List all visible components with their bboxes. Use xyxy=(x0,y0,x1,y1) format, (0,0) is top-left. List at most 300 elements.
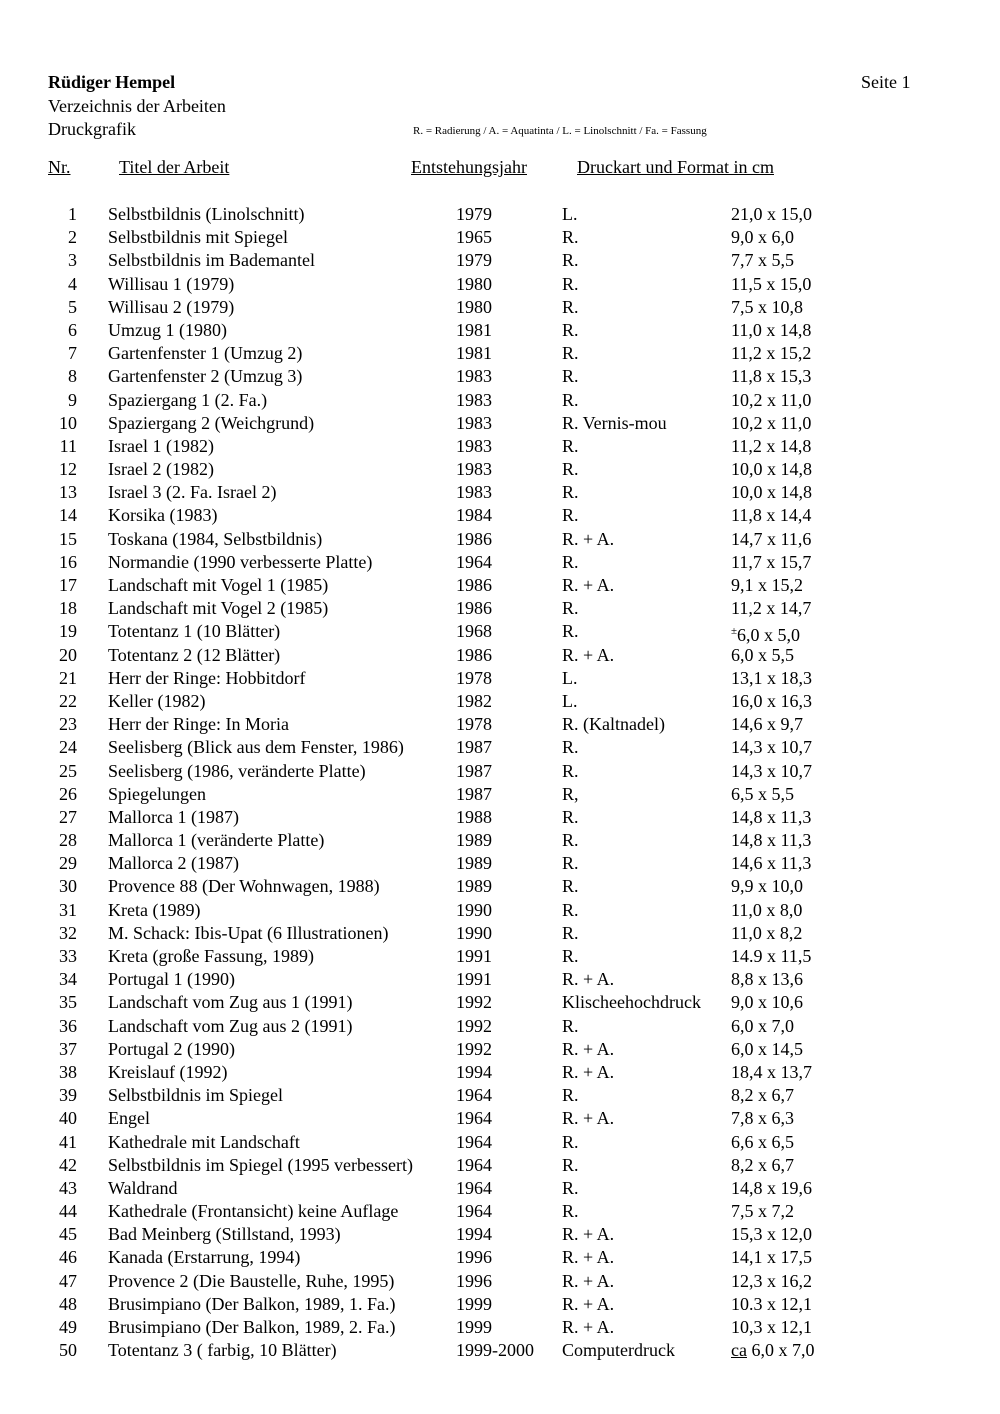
cell-format: 14,3 x 10,7 xyxy=(731,737,812,758)
cell-format: 11,8 x 15,3 xyxy=(731,366,812,387)
cell-print-type: R. + A. xyxy=(562,1317,615,1337)
table-row xyxy=(0,1246,1000,1269)
cell-nr: 6 xyxy=(68,319,77,340)
cell-year: 1964 xyxy=(456,1154,492,1175)
cell-title: Landschaft vom Zug aus 1 (1991) xyxy=(108,992,353,1013)
cell-format: 10,3 x 12,1 xyxy=(731,1317,812,1337)
cell-format: 6,0 x 7,0 xyxy=(731,1015,794,1036)
cell-year: 1964 xyxy=(456,551,492,572)
cell-format: 8,2 x 6,7 xyxy=(731,1154,794,1175)
cell-print-type: R. xyxy=(562,459,579,480)
cell-title: Bad Meinberg (Stillstand, 1993) xyxy=(108,1224,341,1245)
cell-format: 6,6 x 6,5 xyxy=(731,1131,794,1152)
cell-print-type: Klischeehochdruck xyxy=(562,992,701,1013)
cell-year: 1999 xyxy=(456,1293,492,1314)
cell-nr: 12 xyxy=(59,459,77,480)
cell-print-type: R. + A. xyxy=(562,969,615,990)
table-row xyxy=(0,1316,1000,1339)
cell-nr: 24 xyxy=(59,737,77,758)
cell-format: ±6,0 x 5,0 xyxy=(731,625,801,646)
cell-title: Landschaft vom Zug aus 2 (1991) xyxy=(108,1015,353,1036)
cell-format: ca 6,0 x 7,0 xyxy=(731,1340,815,1361)
table-row xyxy=(0,574,1000,597)
cell-title: Waldrand xyxy=(108,1177,178,1198)
cell-nr: 25 xyxy=(59,760,77,781)
cell-nr: 19 xyxy=(59,621,77,642)
cell-nr: 40 xyxy=(59,1108,77,1129)
cell-title: Kreislauf (1992) xyxy=(108,1061,228,1082)
cell-nr: 3 xyxy=(68,250,77,271)
cell-nr: 16 xyxy=(59,551,77,572)
cell-title: Kreta (große Fassung, 1989) xyxy=(108,946,314,966)
works-table xyxy=(0,203,1000,1362)
cell-print-type: R. xyxy=(562,946,579,966)
table-row xyxy=(0,667,1000,690)
table-row xyxy=(0,435,1000,458)
cell-print-type: R. + A. xyxy=(562,528,615,549)
cell-nr: 18 xyxy=(59,598,77,619)
table-row xyxy=(0,481,1000,504)
column-header-title: Titel der Arbeit xyxy=(119,157,230,177)
cell-year: 1987 xyxy=(456,737,492,758)
cell-title: Spaziergang 1 (2. Fa.) xyxy=(108,389,268,410)
table-row xyxy=(0,806,1000,829)
cell-title: Selbstbildnis (Linolschnitt) xyxy=(108,204,305,224)
table-row xyxy=(0,1015,1000,1038)
cell-print-type: R. xyxy=(562,806,579,827)
cell-year: 1983 xyxy=(456,482,492,503)
cell-format: 7,5 x 10,8 xyxy=(731,296,803,317)
cell-print-type: R. + A. xyxy=(562,575,615,595)
cell-nr: 31 xyxy=(59,899,77,920)
cell-format: 7,7 x 5,5 xyxy=(731,250,794,271)
cell-year: 1999 xyxy=(456,1317,492,1337)
cell-print-type: R. xyxy=(562,737,579,758)
cell-nr: 14 xyxy=(59,505,77,526)
cell-print-type: R. + A. xyxy=(562,644,615,665)
table-row xyxy=(0,829,1000,852)
cell-format: 11,2 x 15,2 xyxy=(731,343,812,364)
table-row xyxy=(0,852,1000,875)
cell-format: 11,8 x 14,4 xyxy=(731,505,812,526)
cell-format: 9,0 x 10,6 xyxy=(731,992,803,1013)
cell-year: 1990 xyxy=(456,899,492,920)
cell-nr: 42 xyxy=(59,1154,77,1175)
cell-print-type: R. xyxy=(562,296,579,317)
cell-year: 1986 xyxy=(456,575,492,595)
table-row xyxy=(0,899,1000,922)
cell-print-type: R. + A. xyxy=(562,1247,615,1268)
cell-nr: 4 xyxy=(68,273,77,294)
cell-print-type: L. xyxy=(562,667,578,688)
cell-nr: 43 xyxy=(59,1177,77,1198)
cell-format: 14,3 x 10,7 xyxy=(731,760,812,781)
cell-title: Selbstbildnis im Spiegel (1995 verbessert) xyxy=(108,1154,413,1175)
cell-year: 1992 xyxy=(456,992,492,1013)
cell-print-type: R. xyxy=(562,551,579,572)
cell-year: 1981 xyxy=(456,343,492,364)
cell-title: Landschaft mit Vogel 1 (1985) xyxy=(108,575,329,595)
cell-format: 9,0 x 6,0 xyxy=(731,227,794,248)
cell-title: Keller (1982) xyxy=(108,690,206,711)
cell-year: 1994 xyxy=(456,1061,492,1082)
cell-title: M. Schack: Ibis-Upat (6 Illustrationen) xyxy=(108,922,389,943)
cell-year: 1991 xyxy=(456,969,492,990)
table-row xyxy=(0,922,1000,945)
cell-format: 16,0 x 16,3 xyxy=(731,690,812,711)
cell-title: Mallorca 1 (1987) xyxy=(108,806,239,827)
cell-title: Toskana (1984, Selbstbildnis) xyxy=(108,528,323,549)
abbreviation-legend: R. = Radierung / A. = Aquatinta / L. = Linolschnitt / Fa. = Fassung xyxy=(413,125,707,137)
cell-format: 14,6 x 11,3 xyxy=(731,853,812,874)
cell-title: Selbstbildnis im Spiegel xyxy=(108,1085,284,1106)
cell-nr: 21 xyxy=(59,667,77,688)
cell-title: Gartenfenster 2 (Umzug 3) xyxy=(108,366,303,387)
cell-nr: 2 xyxy=(68,227,77,248)
cell-nr: 30 xyxy=(59,876,77,897)
cell-print-type: L. xyxy=(562,690,578,711)
cell-print-type: R. xyxy=(562,389,579,410)
cell-year: 1984 xyxy=(456,505,492,526)
cell-nr: 13 xyxy=(59,482,77,503)
table-row xyxy=(0,296,1000,319)
table-row xyxy=(0,528,1000,551)
table-row xyxy=(0,968,1000,991)
cell-year: 1996 xyxy=(456,1270,492,1291)
cell-title: Herr der Ringe: In Moria xyxy=(108,714,289,735)
cell-year: 1990 xyxy=(456,922,492,943)
cell-title: Brusimpiano (Der Balkon, 1989, 1. Fa.) xyxy=(108,1293,396,1314)
cell-nr: 47 xyxy=(59,1270,77,1291)
column-header-year: Entstehungsjahr xyxy=(411,157,527,177)
cell-format: 14,8 x 19,6 xyxy=(731,1177,812,1198)
table-row xyxy=(0,1061,1000,1084)
cell-print-type: R. xyxy=(562,1131,579,1152)
cell-title: Willisau 1 (1979) xyxy=(108,273,235,294)
cell-nr: 29 xyxy=(59,853,77,874)
cell-format: 10.3 x 12,1 xyxy=(731,1293,812,1314)
table-row xyxy=(0,226,1000,249)
cell-format: 6,0 x 14,5 xyxy=(731,1038,803,1059)
cell-nr: 28 xyxy=(59,830,77,851)
cell-year: 1989 xyxy=(456,876,492,897)
cell-format: 14,8 x 11,3 xyxy=(731,806,812,827)
cell-print-type: R. xyxy=(562,250,579,271)
cell-print-type: R. + A. xyxy=(562,1061,615,1082)
cell-title: Umzug 1 (1980) xyxy=(108,319,227,340)
cell-nr: 48 xyxy=(59,1293,77,1314)
table-row xyxy=(0,365,1000,388)
cell-year: 1983 xyxy=(456,435,492,456)
table-row xyxy=(0,690,1000,713)
cell-format: 14.9 x 11,5 xyxy=(731,946,812,966)
cell-nr: 20 xyxy=(59,644,77,665)
cell-nr: 39 xyxy=(59,1085,77,1106)
cell-title: Mallorca 1 (veränderte Platte) xyxy=(108,830,325,851)
cell-print-type: R. xyxy=(562,366,579,387)
cell-format: 11,2 x 14,7 xyxy=(731,598,812,619)
cell-year: 1991 xyxy=(456,946,492,966)
cell-print-type: R. xyxy=(562,899,579,920)
cell-title: Provence 2 (Die Baustelle, Ruhe, 1995) xyxy=(108,1270,395,1291)
cell-year: 1964 xyxy=(456,1201,492,1222)
cell-title: Portugal 2 (1990) xyxy=(108,1038,235,1059)
cell-format: 15,3 x 12,0 xyxy=(731,1224,812,1245)
cell-format: 11,0 x 14,8 xyxy=(731,319,812,340)
cell-year: 1989 xyxy=(456,853,492,874)
cell-title: Landschaft mit Vogel 2 (1985) xyxy=(108,598,329,619)
table-row xyxy=(0,1131,1000,1154)
cell-title: Normandie (1990 verbesserte Platte) xyxy=(108,551,373,572)
cell-format: 14,6 x 9,7 xyxy=(731,714,803,735)
cell-print-type: R. xyxy=(562,505,579,526)
cell-format: 11,0 x 8,2 xyxy=(731,922,803,943)
cell-title: Gartenfenster 1 (Umzug 2) xyxy=(108,343,303,364)
cell-format: 11,5 x 15,0 xyxy=(731,273,812,294)
cell-title: Seelisberg (Blick aus dem Fenster, 1986) xyxy=(108,737,404,758)
cell-title: Israel 3 (2. Fa. Israel 2) xyxy=(108,482,277,503)
cell-print-type: R, xyxy=(562,783,579,804)
table-row xyxy=(0,1177,1000,1200)
cell-format: 14,1 x 17,5 xyxy=(731,1247,812,1268)
cell-format: 10,2 x 11,0 xyxy=(731,389,812,410)
table-row xyxy=(0,249,1000,272)
cell-year: 1983 xyxy=(456,412,492,433)
cell-title: Spiegelungen xyxy=(108,783,206,804)
cell-title: Totentanz 2 (12 Blätter) xyxy=(108,644,281,665)
cell-nr: 5 xyxy=(68,296,77,317)
table-row xyxy=(0,1339,1000,1362)
cell-title: Willisau 2 (1979) xyxy=(108,296,235,317)
cell-year: 1980 xyxy=(456,273,492,294)
cell-year: 1986 xyxy=(456,598,492,619)
table-row xyxy=(0,504,1000,527)
cell-nr: 38 xyxy=(59,1061,77,1082)
cell-title: Totentanz 3 ( farbig, 10 Blätter) xyxy=(108,1340,337,1361)
cell-print-type: R. + A. xyxy=(562,1270,615,1291)
cell-print-type: R. xyxy=(562,1154,579,1175)
cell-title: Korsika (1983) xyxy=(108,505,218,526)
cell-print-type: R. Vernis-mou xyxy=(562,412,667,433)
section-title: Druckgrafik xyxy=(48,119,136,139)
cell-format: 18,4 x 13,7 xyxy=(731,1061,812,1082)
table-row xyxy=(0,991,1000,1014)
cell-year: 1989 xyxy=(456,830,492,851)
cell-nr: 49 xyxy=(59,1317,77,1337)
cell-title: Totentanz 1 (10 Blätter) xyxy=(108,621,281,642)
cell-title: Kreta (1989) xyxy=(108,899,201,920)
table-row xyxy=(0,319,1000,342)
table-row xyxy=(0,760,1000,783)
cell-format: 6,5 x 5,5 xyxy=(731,783,794,804)
table-row xyxy=(0,1084,1000,1107)
cell-nr: 33 xyxy=(59,946,77,966)
cell-format: 13,1 x 18,3 xyxy=(731,667,812,688)
cell-title: Brusimpiano (Der Balkon, 1989, 2. Fa.) xyxy=(108,1317,396,1337)
cell-format: 7,8 x 6,3 xyxy=(731,1108,794,1129)
cell-format: 11,0 x 8,0 xyxy=(731,899,803,920)
cell-nr: 9 xyxy=(68,389,77,410)
cell-title: Spaziergang 2 (Weichgrund) xyxy=(108,412,315,433)
cell-print-type: L. xyxy=(562,204,578,224)
table-row xyxy=(0,389,1000,412)
cell-print-type: R. xyxy=(562,435,579,456)
cell-format: 14,7 x 11,6 xyxy=(731,528,812,549)
cell-title: Portugal 1 (1990) xyxy=(108,969,235,990)
cell-print-type: R. xyxy=(562,853,579,874)
cell-year: 1983 xyxy=(456,366,492,387)
cell-print-type: R. xyxy=(562,876,579,897)
cell-nr: 11 xyxy=(59,435,77,456)
cell-year: 1986 xyxy=(456,528,492,549)
cell-year: 1965 xyxy=(456,227,492,248)
table-row xyxy=(0,597,1000,620)
cell-year: 1986 xyxy=(456,644,492,665)
cell-nr: 26 xyxy=(59,783,77,804)
cell-print-type: R. xyxy=(562,1015,579,1036)
table-row xyxy=(0,551,1000,574)
cell-print-type: R. xyxy=(562,273,579,294)
table-row xyxy=(0,945,1000,968)
cell-format: 10,0 x 14,8 xyxy=(731,482,812,503)
cell-nr: 22 xyxy=(59,690,77,711)
cell-print-type: R. xyxy=(562,227,579,248)
cell-format: 11,7 x 15,7 xyxy=(731,551,812,572)
cell-print-type: R. + A. xyxy=(562,1293,615,1314)
cell-format: 14,8 x 11,3 xyxy=(731,830,812,851)
cell-nr: 32 xyxy=(59,922,77,943)
cell-title: Kathedrale (Frontansicht) keine Auflage xyxy=(108,1201,399,1222)
table-row xyxy=(0,1270,1000,1293)
table-row xyxy=(0,644,1000,667)
cell-nr: 45 xyxy=(59,1224,77,1245)
table-row xyxy=(0,1223,1000,1246)
column-header-print-type-format: Druckart und Format in cm xyxy=(577,157,774,177)
cell-title: Selbstbildnis mit Spiegel xyxy=(108,227,289,248)
cell-year: 1992 xyxy=(456,1038,492,1059)
table-row xyxy=(0,1154,1000,1177)
cell-nr: 44 xyxy=(59,1201,77,1222)
cell-year: 1983 xyxy=(456,459,492,480)
cell-year: 1978 xyxy=(456,714,492,735)
table-row xyxy=(0,783,1000,806)
cell-title: Selbstbildnis im Bademantel xyxy=(108,250,315,271)
cell-format: 10,2 x 11,0 xyxy=(731,412,812,433)
cell-nr: 41 xyxy=(59,1131,77,1152)
cell-print-type: R. xyxy=(562,1085,579,1106)
cell-year: 1994 xyxy=(456,1224,492,1245)
cell-print-type: R. xyxy=(562,1177,579,1198)
table-row xyxy=(0,1200,1000,1223)
cell-nr: 27 xyxy=(59,806,77,827)
cell-year: 1968 xyxy=(456,621,492,642)
cell-format: 11,2 x 14,8 xyxy=(731,435,812,456)
cell-nr: 15 xyxy=(59,528,77,549)
table-row xyxy=(0,713,1000,736)
cell-nr: 37 xyxy=(59,1038,77,1059)
table-row xyxy=(0,203,1000,226)
cell-print-type: R. xyxy=(562,319,579,340)
table-row xyxy=(0,1293,1000,1316)
cell-title: Mallorca 2 (1987) xyxy=(108,853,239,874)
cell-print-type: R. xyxy=(562,830,579,851)
cell-year: 1996 xyxy=(456,1247,492,1268)
cell-nr: 46 xyxy=(59,1247,77,1268)
table-row xyxy=(0,736,1000,759)
cell-print-type: R. + A. xyxy=(562,1038,615,1059)
cell-year: 1987 xyxy=(456,760,492,781)
cell-nr: 8 xyxy=(68,366,77,387)
cell-title: Provence 88 (Der Wohnwagen, 1988) xyxy=(108,876,380,897)
table-row xyxy=(0,273,1000,296)
cell-print-type: R. xyxy=(562,343,579,364)
cell-year: 1964 xyxy=(456,1177,492,1198)
cell-format: 6,0 x 5,5 xyxy=(731,644,794,665)
table-row xyxy=(0,342,1000,365)
author-name: Rüdiger Hempel xyxy=(48,72,176,92)
cell-year: 1978 xyxy=(456,667,492,688)
cell-print-type: Computerdruck xyxy=(562,1340,675,1361)
cell-nr: 34 xyxy=(59,969,77,990)
cell-format: 8,2 x 6,7 xyxy=(731,1085,794,1106)
cell-nr: 7 xyxy=(68,343,77,364)
cell-year: 1979 xyxy=(456,250,492,271)
cell-nr: 50 xyxy=(59,1340,77,1361)
page-number: Seite 1 xyxy=(861,72,911,92)
cell-print-type: R. + A. xyxy=(562,1108,615,1129)
cell-print-type: R. (Kaltnadel) xyxy=(562,714,665,735)
cell-format: 10,0 x 14,8 xyxy=(731,459,812,480)
table-row xyxy=(0,458,1000,481)
cell-print-type: R. xyxy=(562,621,579,642)
document-subtitle: Verzeichnis der Arbeiten xyxy=(48,96,226,116)
cell-title: Israel 2 (1982) xyxy=(108,459,214,480)
cell-print-type: R. xyxy=(562,922,579,943)
table-row xyxy=(0,412,1000,435)
cell-format: 21,0 x 15,0 xyxy=(731,204,812,224)
cell-title: Kathedrale mit Landschaft xyxy=(108,1131,300,1152)
cell-nr: 23 xyxy=(59,714,77,735)
cell-print-type: R. xyxy=(562,1201,579,1222)
cell-nr: 17 xyxy=(59,575,77,595)
cell-year: 1982 xyxy=(456,690,492,711)
cell-title: Seelisberg (1986, veränderte Platte) xyxy=(108,760,366,781)
cell-year: 1964 xyxy=(456,1108,492,1129)
cell-nr: 35 xyxy=(59,992,77,1013)
cell-print-type: R. xyxy=(562,760,579,781)
cell-year: 1992 xyxy=(456,1015,492,1036)
table-row xyxy=(0,875,1000,898)
cell-format: 7,5 x 7,2 xyxy=(731,1201,794,1222)
cell-year: 1983 xyxy=(456,389,492,410)
table-row xyxy=(0,620,1000,646)
cell-title: Kanada (Erstarrung, 1994) xyxy=(108,1247,301,1268)
cell-title: Herr der Ringe: Hobbitdorf xyxy=(108,667,306,688)
cell-year: 1980 xyxy=(456,296,492,317)
cell-print-type: R. + A. xyxy=(562,1224,615,1245)
cell-print-type: R. xyxy=(562,482,579,503)
cell-year: 1999-2000 xyxy=(456,1340,534,1361)
table-row xyxy=(0,1107,1000,1130)
cell-title: Israel 1 (1982) xyxy=(108,435,214,456)
column-header-nr: Nr. xyxy=(48,157,71,177)
cell-print-type: R. xyxy=(562,598,579,619)
cell-year: 1987 xyxy=(456,783,492,804)
cell-nr: 36 xyxy=(59,1015,77,1036)
cell-format: 8,8 x 13,6 xyxy=(731,969,803,990)
cell-format: 9,9 x 10,0 xyxy=(731,876,803,897)
cell-year: 1979 xyxy=(456,204,492,224)
